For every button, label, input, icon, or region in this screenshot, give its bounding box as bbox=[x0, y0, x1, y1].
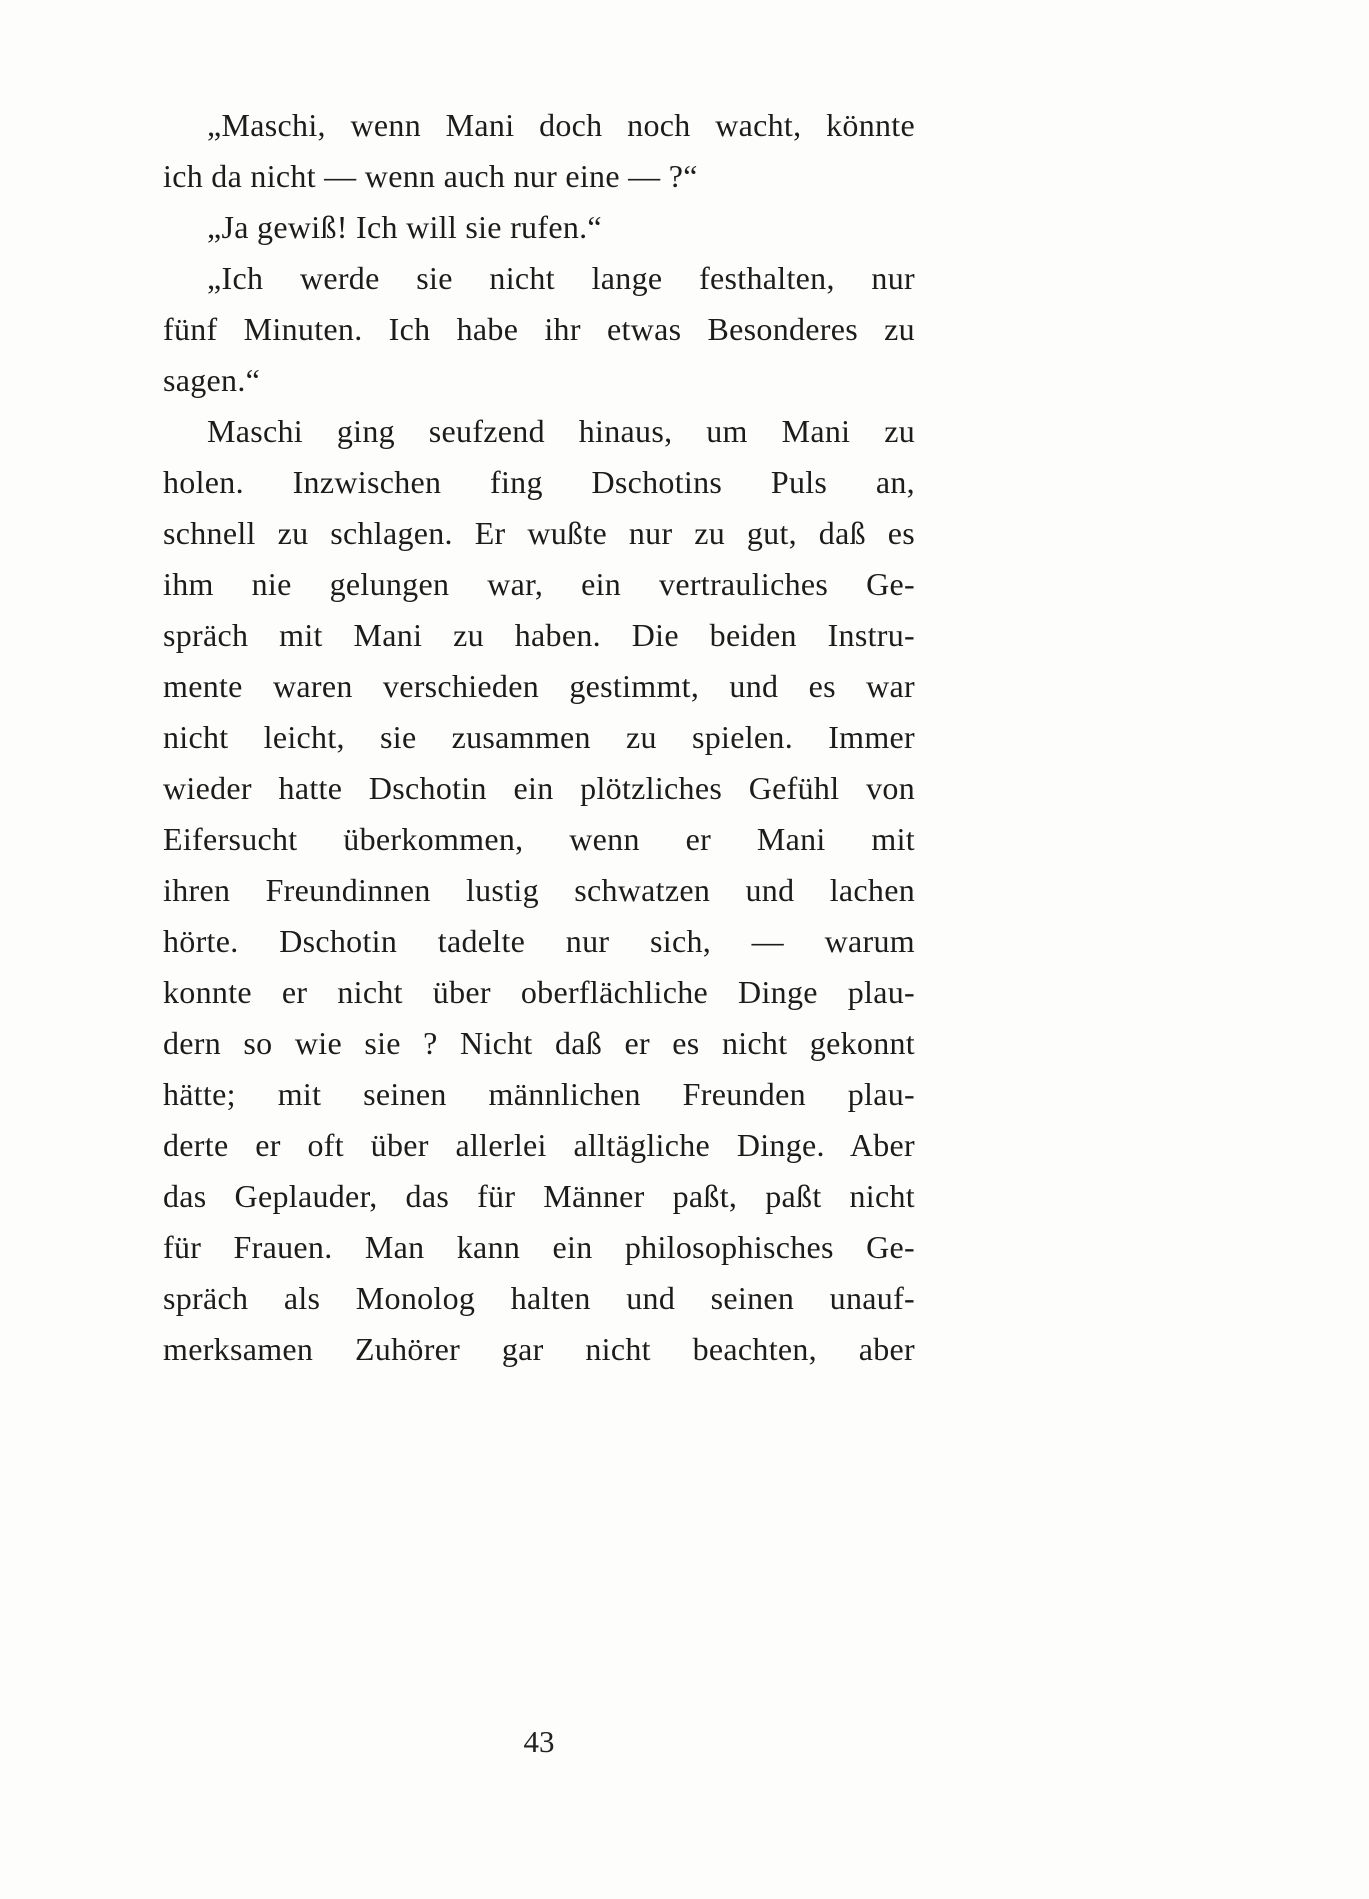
text-line: wieder hatte Dschotin ein plötzliches Gefühl von bbox=[163, 770, 915, 806]
text-line: mente waren verschieden gestimmt, und es war bbox=[163, 668, 915, 704]
text-line: derte er oft über allerlei alltägliche Dinge. Aber bbox=[163, 1127, 915, 1163]
text-line: ich da nicht — wenn auch nur eine — ?“ bbox=[163, 158, 698, 194]
text-line: das Geplauder, das für Männer paßt, paßt nicht bbox=[163, 1178, 915, 1214]
text-line: dern so wie sie ? Nicht daß er es nicht gekonnt bbox=[163, 1025, 915, 1061]
text-line: merksamen Zuhörer gar nicht beachten, aber bbox=[163, 1331, 915, 1367]
text-line: ihm nie gelungen war, ein vertrauliches Ge- bbox=[163, 566, 915, 602]
text-line: nicht leicht, sie zusammen zu spielen. Immer bbox=[163, 719, 915, 755]
text-line: konnte er nicht über oberflächliche Dinge plau- bbox=[163, 974, 915, 1010]
text-line: „Ich werde sie nicht lange festhalten, nur bbox=[207, 260, 915, 296]
text-line: hörte. Dschotin tadelte nur sich, — warum bbox=[163, 923, 915, 959]
text-line: fünf Minuten. Ich habe ihr etwas Besonderes zu bbox=[163, 311, 915, 347]
text-line: Maschi ging seufzend hinaus, um Mani zu bbox=[207, 413, 915, 449]
text-line: spräch als Monolog halten und seinen unauf- bbox=[163, 1280, 915, 1316]
text-line: spräch mit Mani zu haben. Die beiden Instru- bbox=[163, 617, 915, 653]
text-line: ihren Freundinnen lustig schwatzen und lachen bbox=[163, 872, 915, 908]
text-block bbox=[163, 100, 915, 1375]
text-line: schnell zu schlagen. Er wußte nur zu gut, daß es bbox=[163, 515, 915, 551]
text-line: „Ja gewiß! Ich will sie rufen.“ bbox=[207, 209, 602, 245]
text-line: Eifersucht überkommen, wenn er Mani mit bbox=[163, 821, 915, 857]
text-line: hätte; mit seinen männlichen Freunden plau- bbox=[163, 1076, 915, 1112]
page-number: 43 bbox=[523, 1724, 555, 1759]
text-line: für Frauen. Man kann ein philosophisches Ge- bbox=[163, 1229, 915, 1265]
text-line: sagen.“ bbox=[163, 362, 261, 398]
text-line: holen. Inzwischen fing Dschotins Puls an, bbox=[163, 464, 915, 500]
text-line: „Maschi, wenn Mani doch noch wacht, könnte bbox=[207, 107, 915, 143]
